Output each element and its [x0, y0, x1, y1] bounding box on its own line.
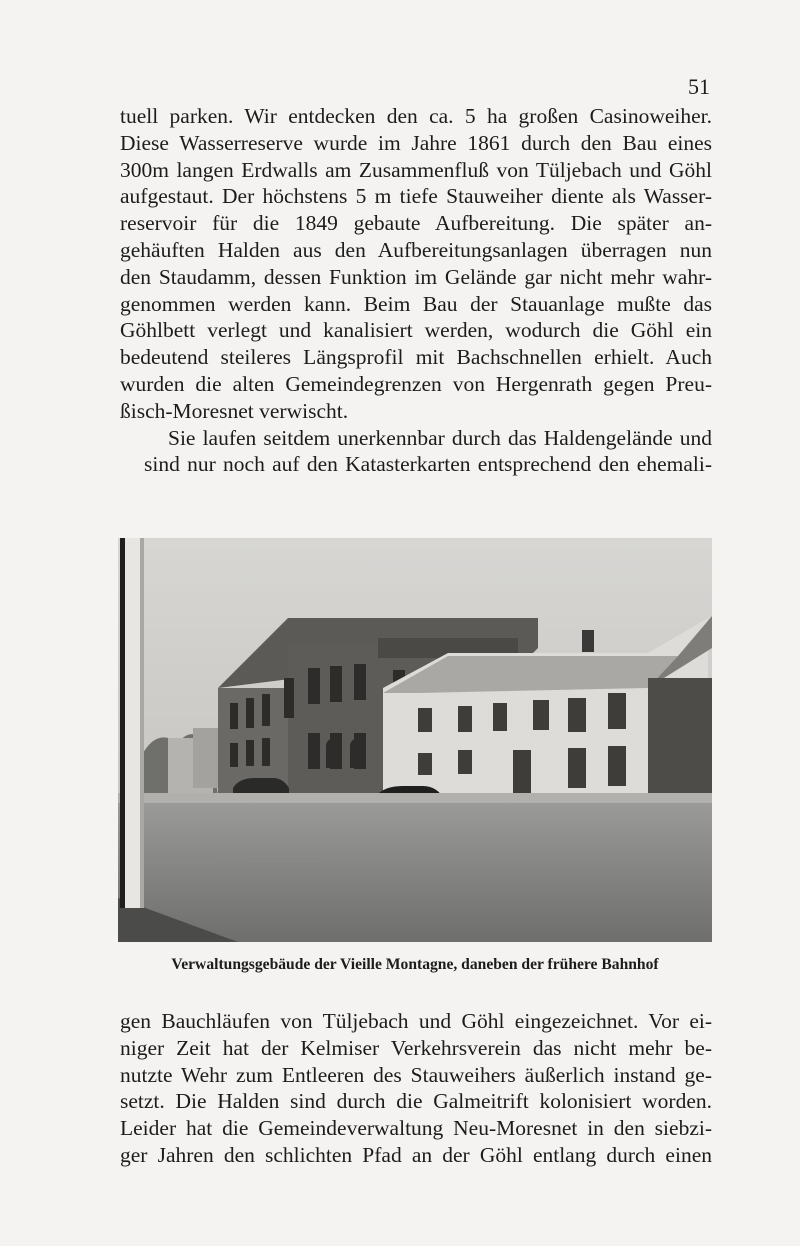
building-photo [118, 538, 712, 942]
text-line: Sie laufen seitdem unerkennbar durch das Haldengelände und [168, 425, 712, 450]
paragraph-3 [120, 1008, 712, 1169]
text-line: gen Bauchläufen von Tüljebach und Göhl eingezeichnet. Vor ei- [120, 1009, 712, 1033]
text-line: 300m langen Erdwalls am Zusammenfluß von Tüljebach und Göhl [120, 157, 712, 182]
text-line: Leider hat die Gemeindeverwaltung Neu-Moresnet in den siebzi- [120, 1116, 712, 1141]
bottom-text-block [120, 1008, 712, 1169]
paragraph-1 [120, 103, 712, 425]
paragraph-2 [120, 425, 712, 479]
text-line: aufgestaut. Der höchstens 5 m tiefe Stauweiher diente als Wasser- [120, 184, 712, 209]
text-line: wurden die alten Gemeindegrenzen von Hergenrath gegen Preu- [120, 371, 712, 396]
text-line: sind nur noch auf den Katasterkarten entsprechend den ehemali- [144, 452, 712, 477]
text-line: gehäuften Halden aus den Aufbereitungsanlagen überragen nun [120, 237, 712, 262]
text-line: tuell parken. Wir entdecken den ca. 5 ha großen Casinoweiher. [120, 104, 712, 128]
text-line: genommen werden kann. Beim Bau der Stauanlage mußte das [120, 291, 712, 316]
text-line: niger Zeit hat der Kelmiser Verkehrsverein das nicht mehr be- [120, 1035, 712, 1060]
text-line: bedeutend steileres Längsprofil mit Bachschnellen erhielt. Auch [120, 345, 712, 370]
text-line: Diese Wasserreserve wurde im Jahre 1861 durch den Bau eines [120, 130, 712, 155]
page-number: 51 [688, 74, 710, 99]
text-line: nutzte Wehr zum Entleeren des Stauweihers äußerlich instand ge- [120, 1062, 712, 1087]
text-line: ger Jahren den schlichten Pfad an der Göhl entlang durch einen [120, 1142, 712, 1167]
text-line: Göhlbett verlegt und kanalisiert werden, wodurch die Göhl ein [120, 318, 712, 343]
figure-caption: Verwaltungsgebäude der Vieille Montagne, daneben der frühere Bahnhof [171, 956, 659, 973]
text-line: setzt. Die Halden sind durch die Galmeitrift kolonisiert worden. [120, 1089, 712, 1114]
top-text-block [120, 103, 712, 478]
text-line: ßisch-Moresnet verwischt. [120, 398, 349, 423]
text-line: reservoir für die 1849 gebaute Aufbereitung. Die später an- [120, 211, 712, 236]
text-line: den Staudamm, dessen Funktion im Gelände gar nicht mehr wahr- [120, 264, 712, 289]
